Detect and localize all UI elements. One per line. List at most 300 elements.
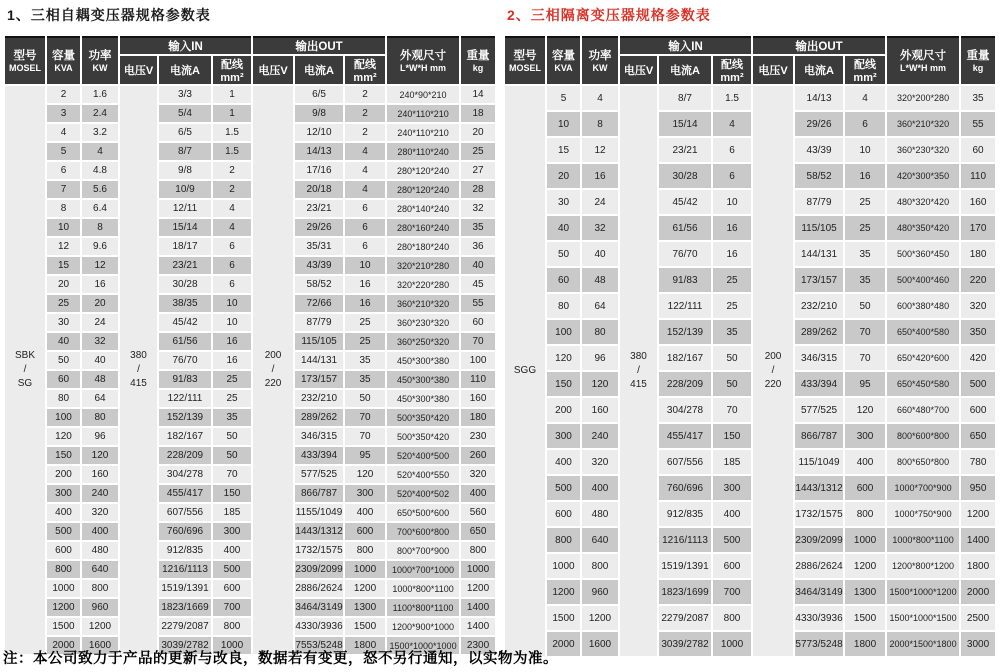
cell-weight: 28 [461, 181, 495, 198]
cell-wiring-out: 1500 [845, 606, 885, 630]
cell-wiring-in: 70 [213, 466, 251, 483]
cell-wiring-out: 2 [345, 86, 385, 103]
cell-current-out: 9/8 [295, 105, 343, 122]
model-cell: SGG [505, 86, 545, 656]
cell-weight: 18 [461, 105, 495, 122]
cell-weight: 420 [961, 346, 995, 370]
cell-wiring-out: 400 [345, 504, 385, 521]
model-cell: SBK / SG [5, 86, 45, 654]
cell-kw: 16 [82, 276, 118, 293]
cell-kva: 2 [47, 86, 80, 103]
cell-current-in: 182/167 [159, 428, 211, 445]
cell-kw: 320 [82, 504, 118, 521]
cell-wiring-out: 1200 [845, 554, 885, 578]
cell-weight: 160 [461, 390, 495, 407]
cell-current-out: 2886/2624 [795, 554, 843, 578]
cell-current-out: 29/26 [295, 219, 343, 236]
cell-current-in: 23/21 [659, 138, 711, 162]
cell-wiring-in: 16 [213, 352, 251, 369]
cell-kw: 24 [582, 190, 618, 214]
cell-wiring-out: 25 [845, 216, 885, 240]
cell-weight: 2300 [461, 637, 495, 654]
table-row [505, 450, 995, 474]
cell-dimensions: 480*320*420 [887, 190, 959, 214]
cell-current-in: 228/209 [659, 372, 711, 396]
cell-current-in: 61/56 [159, 333, 211, 350]
header-dimensions: 外观尺寸 L*W*H mm [387, 36, 459, 84]
table-row [5, 618, 495, 635]
cell-kw: 4 [82, 143, 118, 160]
cell-wiring-in: 50 [713, 346, 751, 370]
cell-kva: 5 [47, 143, 80, 160]
table-row [5, 200, 495, 217]
cell-current-in: 45/42 [159, 314, 211, 331]
cell-wiring-in: 6 [713, 138, 751, 162]
cell-current-in: 1216/1113 [659, 528, 711, 552]
cell-current-out: 2309/2099 [795, 528, 843, 552]
cell-current-in: 15/14 [659, 112, 711, 136]
cell-kw: 80 [82, 409, 118, 426]
cell-dimensions: 800*650*800 [887, 450, 959, 474]
cell-wiring-in: 600 [713, 554, 751, 578]
autotransformer-table-title: 1、三相自耦变压器规格参数表 [7, 7, 211, 23]
cell-current-out: 3464/3149 [795, 580, 843, 604]
cell-kva: 800 [47, 561, 80, 578]
cell-dimensions: 650*450*580 [887, 372, 959, 396]
cell-current-out: 35/31 [295, 238, 343, 255]
cell-dimensions: 320*200*280 [887, 86, 959, 110]
table-row [5, 276, 495, 293]
cell-kva: 200 [47, 466, 80, 483]
cell-current-out: 4330/3936 [295, 618, 343, 635]
cell-current-out: 433/394 [795, 372, 843, 396]
cell-dimensions: 450*300*380 [387, 352, 459, 369]
cell-wiring-out: 800 [345, 542, 385, 559]
cell-kva: 60 [47, 371, 80, 388]
cell-weight: 650 [461, 523, 495, 540]
cell-wiring-out: 35 [845, 242, 885, 266]
table-row [505, 216, 995, 240]
cell-wiring-out: 1000 [845, 528, 885, 552]
voltage-out-cell: 200 / 220 [753, 86, 793, 656]
cell-current-out: 2309/2099 [295, 561, 343, 578]
cell-dimensions: 1200*800*1200 [887, 554, 959, 578]
cell-kw: 80 [582, 320, 618, 344]
cell-wiring-in: 25 [713, 294, 751, 318]
cell-kva: 40 [47, 333, 80, 350]
cell-wiring-out: 25 [345, 333, 385, 350]
cell-kva: 100 [47, 409, 80, 426]
cell-wiring-out: 70 [845, 320, 885, 344]
cell-weight: 20 [461, 124, 495, 141]
table-row [5, 162, 495, 179]
cell-current-out: 58/52 [795, 164, 843, 188]
cell-kw: 640 [582, 528, 618, 552]
cell-weight: 2500 [961, 606, 995, 630]
cell-current-in: 1216/1113 [159, 561, 211, 578]
table-header [505, 36, 995, 84]
cell-current-out: 866/787 [795, 424, 843, 448]
cell-kw: 48 [82, 371, 118, 388]
cell-current-in: 228/209 [159, 447, 211, 464]
header-voltage-in: 电压V [120, 56, 157, 84]
cell-kw: 1200 [582, 606, 618, 630]
cell-wiring-in: 600 [213, 580, 251, 597]
cell-wiring-in: 4 [213, 219, 251, 236]
cell-dimensions: 280*120*240 [387, 162, 459, 179]
cell-wiring-in: 500 [213, 561, 251, 578]
cell-wiring-out: 6 [345, 219, 385, 236]
cell-kva: 8 [47, 200, 80, 217]
table-row [5, 466, 495, 483]
table-row [505, 476, 995, 500]
cell-kva: 800 [547, 528, 580, 552]
cell-current-in: 304/278 [659, 398, 711, 422]
cell-kw: 40 [582, 242, 618, 266]
cell-dimensions: 650*400*580 [887, 320, 959, 344]
cell-weight: 60 [461, 314, 495, 331]
cell-current-out: 4330/3936 [795, 606, 843, 630]
cell-kw: 5.6 [82, 181, 118, 198]
cell-current-in: 61/56 [659, 216, 711, 240]
cell-wiring-out: 600 [345, 523, 385, 540]
cell-current-in: 1823/1699 [659, 580, 711, 604]
cell-current-out: 144/131 [795, 242, 843, 266]
cell-kva: 600 [547, 502, 580, 526]
cell-wiring-out: 120 [845, 398, 885, 422]
cell-current-out: 173/157 [295, 371, 343, 388]
header-weight: 重量 kg [961, 36, 995, 84]
cell-current-in: 45/42 [659, 190, 711, 214]
cell-dimensions: 1500*1000*1000 [387, 637, 459, 654]
table-row [5, 238, 495, 255]
cell-current-out: 6/5 [295, 86, 343, 103]
cell-current-in: 6/5 [159, 124, 211, 141]
cell-weight: 800 [461, 542, 495, 559]
cell-wiring-out: 300 [845, 424, 885, 448]
cell-current-in: 23/21 [159, 257, 211, 274]
cell-kw: 64 [82, 390, 118, 407]
cell-weight: 25 [461, 143, 495, 160]
cell-kva: 30 [47, 314, 80, 331]
cell-dimensions: 420*300*350 [887, 164, 959, 188]
cell-wiring-out: 600 [845, 476, 885, 500]
cell-wiring-in: 1 [213, 86, 251, 103]
cell-kva: 1000 [47, 580, 80, 597]
cell-wiring-in: 25 [713, 268, 751, 292]
cell-kva: 120 [47, 428, 80, 445]
cell-weight: 100 [461, 352, 495, 369]
cell-current-out: 72/66 [295, 295, 343, 312]
cell-kw: 8 [82, 219, 118, 236]
table-row [5, 86, 495, 103]
cell-weight: 1800 [961, 554, 995, 578]
cell-kw: 48 [582, 268, 618, 292]
cell-dimensions: 360*230*320 [387, 314, 459, 331]
cell-dimensions: 1500*1000*1200 [887, 580, 959, 604]
cell-wiring-in: 2 [213, 181, 251, 198]
cell-kw: 64 [582, 294, 618, 318]
table-row [5, 428, 495, 445]
cell-weight: 27 [461, 162, 495, 179]
header-current-in: 电流A [159, 56, 211, 84]
cell-wiring-out: 16 [345, 276, 385, 293]
cell-kw: 12 [82, 257, 118, 274]
table-row [505, 502, 995, 526]
cell-weight: 950 [961, 476, 995, 500]
cell-current-in: 30/28 [659, 164, 711, 188]
cell-weight: 400 [461, 485, 495, 502]
cell-kva: 10 [47, 219, 80, 236]
cell-dimensions: 800*700*900 [387, 542, 459, 559]
cell-kw: 240 [582, 424, 618, 448]
cell-wiring-out: 70 [345, 409, 385, 426]
cell-wiring-in: 35 [713, 320, 751, 344]
cell-kva: 15 [547, 138, 580, 162]
table-row [505, 346, 995, 370]
cell-dimensions: 800*600*800 [887, 424, 959, 448]
cell-weight: 60 [961, 138, 995, 162]
cell-dimensions: 1000*700*900 [887, 476, 959, 500]
cell-current-out: 3464/3149 [295, 599, 343, 616]
cell-wiring-in: 10 [713, 190, 751, 214]
cell-dimensions: 500*360*450 [887, 242, 959, 266]
header-input-group: 输入IN [120, 36, 251, 54]
cell-wiring-out: 300 [345, 485, 385, 502]
table-row [5, 485, 495, 502]
isolation-table-title: 2、三相隔离变压器规格参数表 [507, 7, 711, 23]
table-row [5, 599, 495, 616]
header-capacity: 容量 KVA [47, 36, 80, 84]
autotransformer-table [3, 34, 497, 656]
table-row [5, 181, 495, 198]
cell-current-in: 760/696 [659, 476, 711, 500]
cell-kw: 2.4 [82, 105, 118, 122]
cell-weight: 230 [461, 428, 495, 445]
cell-current-out: 17/16 [295, 162, 343, 179]
cell-wiring-in: 10 [213, 295, 251, 312]
cell-wiring-out: 1300 [345, 599, 385, 616]
cell-dimensions: 240*110*210 [387, 124, 459, 141]
cell-current-out: 29/26 [795, 112, 843, 136]
table-row [5, 542, 495, 559]
cell-current-in: 76/70 [159, 352, 211, 369]
cell-dimensions: 360*210*320 [887, 112, 959, 136]
table-row [5, 295, 495, 312]
cell-wiring-out: 1500 [345, 618, 385, 635]
cell-dimensions: 360*250*320 [387, 333, 459, 350]
cell-current-out: 577/525 [295, 466, 343, 483]
table-row [5, 504, 495, 521]
cell-weight: 40 [461, 257, 495, 274]
cell-current-out: 43/39 [795, 138, 843, 162]
cell-wiring-out: 800 [845, 502, 885, 526]
table-row [505, 398, 995, 422]
table-row [505, 606, 995, 630]
cell-current-in: 122/111 [159, 390, 211, 407]
cell-weight: 70 [461, 333, 495, 350]
cell-kw: 3.2 [82, 124, 118, 141]
cell-weight: 500 [961, 372, 995, 396]
cell-dimensions: 1000*800*1100 [387, 580, 459, 597]
header-power: 功率 KW [582, 36, 618, 84]
cell-wiring-out: 1200 [345, 580, 385, 597]
cell-wiring-out: 50 [845, 294, 885, 318]
header-voltage-in: 电压V [620, 56, 657, 84]
cell-dimensions: 1100*800*1100 [387, 599, 459, 616]
cell-current-out: 2886/2624 [295, 580, 343, 597]
table-row [5, 447, 495, 464]
table-row [5, 409, 495, 426]
table-row [5, 143, 495, 160]
cell-kva: 50 [47, 352, 80, 369]
cell-kw: 32 [82, 333, 118, 350]
cell-wiring-in: 150 [713, 424, 751, 448]
header-voltage-out: 电压V [753, 56, 793, 84]
cell-wiring-in: 70 [713, 398, 751, 422]
table-row [5, 124, 495, 141]
cell-kw: 40 [82, 352, 118, 369]
cell-current-in: 912/835 [159, 542, 211, 559]
cell-kva: 100 [547, 320, 580, 344]
cell-kva: 300 [547, 424, 580, 448]
cell-weight: 1400 [461, 618, 495, 635]
cell-weight: 1400 [461, 599, 495, 616]
cell-wiring-out: 4 [845, 86, 885, 110]
cell-wiring-out: 10 [345, 257, 385, 274]
cell-dimensions: 600*380*480 [887, 294, 959, 318]
table-body [5, 86, 495, 654]
cell-wiring-in: 50 [213, 447, 251, 464]
cell-weight: 1200 [461, 580, 495, 597]
table-row [505, 164, 995, 188]
cell-kw: 12 [582, 138, 618, 162]
table-row [505, 580, 995, 604]
table-row [505, 268, 995, 292]
cell-kw: 96 [82, 428, 118, 445]
cell-kva: 200 [547, 398, 580, 422]
cell-kw: 1600 [82, 637, 118, 654]
cell-wiring-out: 16 [345, 295, 385, 312]
cell-wiring-out: 1800 [845, 632, 885, 656]
cell-weight: 600 [961, 398, 995, 422]
cell-kva: 6 [47, 162, 80, 179]
cell-weight: 55 [461, 295, 495, 312]
table-row [5, 523, 495, 540]
cell-dimensions: 450*300*380 [387, 371, 459, 388]
cell-wiring-in: 6 [713, 164, 751, 188]
cell-wiring-in: 16 [713, 242, 751, 266]
cell-weight: 1000 [461, 561, 495, 578]
cell-kw: 6.4 [82, 200, 118, 217]
cell-kva: 80 [47, 390, 80, 407]
cell-dimensions: 520*400*502 [387, 485, 459, 502]
cell-kva: 40 [547, 216, 580, 240]
cell-wiring-out: 4 [345, 181, 385, 198]
cell-current-in: 91/83 [159, 371, 211, 388]
table-row [505, 320, 995, 344]
cell-current-in: 3/3 [159, 86, 211, 103]
cell-wiring-out: 25 [845, 190, 885, 214]
cell-current-in: 455/417 [659, 424, 711, 448]
cell-kva: 7 [47, 181, 80, 198]
cell-current-out: 577/525 [795, 398, 843, 422]
cell-weight: 110 [461, 371, 495, 388]
cell-wiring-in: 25 [213, 390, 251, 407]
cell-dimensions: 650*420*600 [887, 346, 959, 370]
cell-wiring-out: 2 [345, 105, 385, 122]
cell-kva: 4 [47, 124, 80, 141]
cell-weight: 35 [461, 219, 495, 236]
cell-current-out: 144/131 [295, 352, 343, 369]
cell-kva: 150 [47, 447, 80, 464]
cell-kw: 800 [582, 554, 618, 578]
autotransformer-section [3, 3, 498, 656]
cell-current-in: 8/7 [159, 143, 211, 160]
cell-wiring-out: 400 [845, 450, 885, 474]
cell-wiring-in: 2 [213, 162, 251, 179]
cell-current-out: 433/394 [295, 447, 343, 464]
cell-current-out: 115/1049 [795, 450, 843, 474]
cell-kva: 15 [47, 257, 80, 274]
cell-kva: 1200 [547, 580, 580, 604]
cell-wiring-in: 300 [213, 523, 251, 540]
cell-dimensions: 240*110*210 [387, 105, 459, 122]
cell-wiring-in: 35 [213, 409, 251, 426]
cell-dimensions: 280*180*240 [387, 238, 459, 255]
cell-dimensions: 520*400*500 [387, 447, 459, 464]
cell-current-out: 20/18 [295, 181, 343, 198]
cell-kva: 400 [47, 504, 80, 521]
cell-current-out: 43/39 [295, 257, 343, 274]
cell-kw: 960 [582, 580, 618, 604]
cell-dimensions: 320*220*280 [387, 276, 459, 293]
cell-wiring-out: 4 [345, 162, 385, 179]
cell-dimensions: 1000*700*1000 [387, 561, 459, 578]
cell-weight: 1400 [961, 528, 995, 552]
cell-dimensions: 360*230*320 [887, 138, 959, 162]
isolation-transformer-section [503, 3, 998, 658]
cell-current-out: 87/79 [295, 314, 343, 331]
table-header [5, 36, 495, 84]
header-current-out: 电流A [295, 56, 343, 84]
cell-wiring-in: 10 [213, 314, 251, 331]
cell-wiring-out: 4 [345, 143, 385, 160]
cell-wiring-in: 50 [713, 372, 751, 396]
header-weight: 重量 kg [461, 36, 495, 84]
header-wiring-in: 配线mm² [213, 56, 251, 84]
cell-kva: 600 [47, 542, 80, 559]
cell-current-out: 58/52 [295, 276, 343, 293]
cell-kw: 1.6 [82, 86, 118, 103]
cell-kva: 50 [547, 242, 580, 266]
cell-current-out: 115/105 [295, 333, 343, 350]
cell-kva: 1500 [47, 618, 80, 635]
header-output-group: 输出OUT [753, 36, 885, 54]
cell-current-in: 1823/1669 [159, 599, 211, 616]
header-output-group: 输出OUT [253, 36, 385, 54]
cell-wiring-in: 500 [713, 528, 751, 552]
cell-current-in: 607/556 [659, 450, 711, 474]
table-row [5, 219, 495, 236]
cell-wiring-in: 185 [713, 450, 751, 474]
header-wiring-in: 配线mm² [713, 56, 751, 84]
cell-wiring-in: 16 [713, 216, 751, 240]
header-model: 型号 MOSEL [505, 36, 545, 84]
cell-kva: 400 [547, 450, 580, 474]
header-capacity: 容量 KVA [547, 36, 580, 84]
cell-wiring-in: 800 [213, 618, 251, 635]
